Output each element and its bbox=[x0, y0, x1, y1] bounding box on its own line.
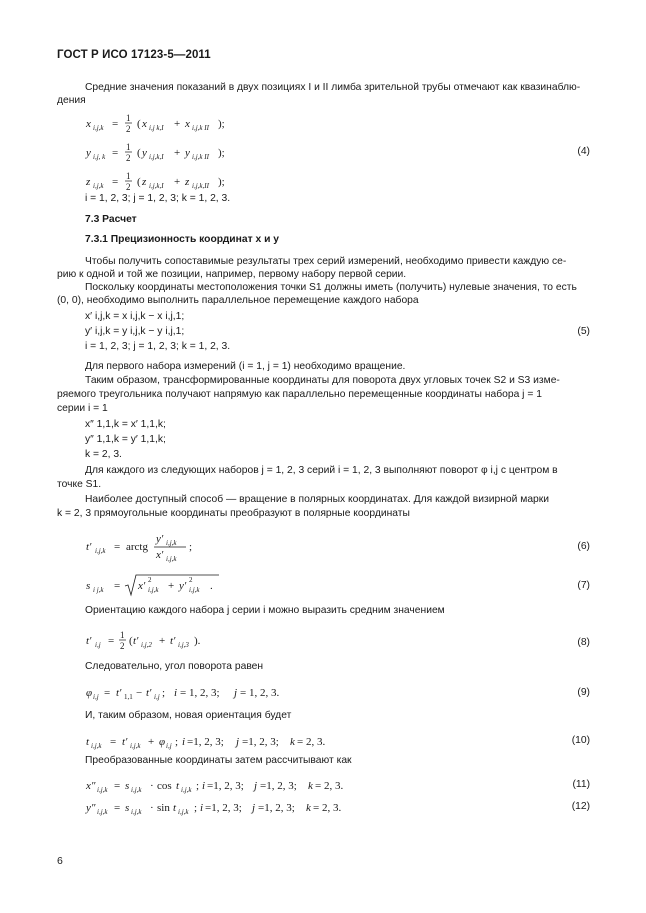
svg-text:2: 2 bbox=[126, 124, 131, 134]
svg-text:);: ); bbox=[218, 118, 225, 130]
paragraph-line: Для каждого из следующих наборов j = 1, 2, 3 серий i = 1, 2, 3 выполняют поворот φ i,j с центром в bbox=[85, 465, 558, 476]
svg-text:1,1: 1,1 bbox=[124, 693, 133, 701]
svg-text:i,j,k,II: i,j,k,II bbox=[192, 182, 209, 190]
svg-text:=: = bbox=[104, 687, 111, 699]
paragraph-line: Следовательно, угол поворота равен bbox=[85, 661, 264, 672]
svg-text:1: 1 bbox=[126, 113, 131, 123]
svg-text:+: + bbox=[174, 147, 181, 159]
svg-text:φ: φ bbox=[159, 736, 166, 748]
svg-text:2: 2 bbox=[148, 576, 152, 584]
svg-text:s: s bbox=[86, 580, 91, 592]
equation-line: i = 1, 2, 3; j = 1, 2, 3; k = 1, 2, 3. bbox=[85, 193, 231, 204]
svg-text:i,j: i,j bbox=[95, 641, 101, 649]
svg-text:2: 2 bbox=[126, 153, 131, 163]
section-heading-7-3: 7.3 Расчет bbox=[85, 214, 137, 225]
svg-text:=: = bbox=[114, 802, 121, 814]
svg-text:i,j,k: i,j,k bbox=[181, 786, 192, 794]
svg-text:=: = bbox=[112, 147, 119, 159]
paragraph-line: k = 2, 3 прямоугольные координаты преобразуют в полярные координаты bbox=[57, 508, 410, 519]
paragraph-line: Для первого набора измерений (i = 1, j = 1) необходимо вращение. bbox=[85, 361, 406, 372]
equation-12 bbox=[84, 796, 384, 820]
svg-text:i,j,k: i,j,k bbox=[97, 808, 108, 816]
svg-text:i,j: i,j bbox=[154, 693, 160, 701]
equation-line: i = 1, 2, 3; j = 1, 2, 3; k = 1, 2, 3. bbox=[85, 341, 231, 352]
svg-text:=1, 2, 3;: =1, 2, 3; bbox=[207, 780, 244, 792]
equation-line: y′ i,j,k = y i,j,k − y i,j,1; bbox=[85, 326, 185, 337]
equation-number: (5) bbox=[577, 326, 590, 337]
svg-text:=: = bbox=[110, 736, 117, 748]
svg-text:=1, 2, 3;: =1, 2, 3; bbox=[205, 802, 242, 814]
svg-text:=: = bbox=[114, 541, 121, 553]
svg-text:x: x bbox=[86, 118, 91, 130]
paragraph-line: Преобразованные координаты затем рассчитывают как bbox=[85, 755, 352, 766]
svg-text:y′: y′ bbox=[156, 533, 164, 545]
svg-text:t′: t′ bbox=[86, 635, 92, 647]
svg-text:y: y bbox=[142, 147, 147, 159]
svg-text:1: 1 bbox=[120, 630, 125, 640]
svg-text:+: + bbox=[174, 176, 181, 188]
svg-text:2: 2 bbox=[189, 576, 193, 584]
svg-text:=1, 2, 3;: =1, 2, 3; bbox=[260, 780, 297, 792]
svg-text:= 1, 2, 3;: = 1, 2, 3; bbox=[180, 687, 220, 699]
equation-number: (8) bbox=[577, 637, 590, 648]
svg-text:k: k bbox=[306, 802, 311, 814]
svg-text:−: − bbox=[136, 687, 143, 699]
svg-text:t′: t′ bbox=[122, 736, 128, 748]
svg-text:i,j,k II: i,j,k II bbox=[192, 153, 209, 161]
svg-text:i: i bbox=[200, 802, 204, 814]
svg-text:i,j,k: i,j,k bbox=[93, 182, 104, 190]
svg-text:t′: t′ bbox=[86, 541, 92, 553]
svg-text:x″: x″ bbox=[86, 780, 96, 792]
equation-number: (9) bbox=[577, 687, 590, 698]
svg-text:1: 1 bbox=[126, 142, 131, 152]
svg-text:;: ; bbox=[189, 541, 193, 553]
svg-text:i,j,k: i,j,k bbox=[91, 742, 102, 750]
svg-text:i,j,k: i,j,k bbox=[148, 586, 159, 594]
svg-text:cos: cos bbox=[157, 780, 172, 792]
equation-line: x″ 1,1,k = x′ 1,1,k; bbox=[85, 419, 166, 430]
equation-number: (7) bbox=[577, 580, 590, 591]
svg-text:i j,k: i j,k bbox=[93, 586, 104, 594]
svg-text:z: z bbox=[185, 176, 190, 188]
equation-11 bbox=[84, 774, 384, 798]
equation-8 bbox=[84, 626, 304, 656]
document-header: ГОСТ Р ИСО 17123-5—2011 bbox=[57, 49, 211, 61]
svg-text:t: t bbox=[176, 780, 180, 792]
svg-text:;: ; bbox=[196, 780, 200, 792]
svg-text:1: 1 bbox=[126, 171, 131, 181]
svg-text:i,j,k: i,j,k bbox=[166, 539, 177, 547]
svg-text:);: ); bbox=[218, 176, 225, 188]
svg-text:i,j,k,I: i,j,k,I bbox=[149, 182, 164, 190]
svg-text:i,j,k: i,j,k bbox=[97, 786, 108, 794]
paragraph-line: Ориентацию каждого набора j серии i можно выразить средним значением bbox=[85, 605, 445, 616]
svg-text:i,j,k: i,j,k bbox=[131, 808, 142, 816]
equation-number: (12) bbox=[571, 801, 590, 812]
equation-number: (10) bbox=[571, 735, 590, 746]
svg-text:i,j,3: i,j,3 bbox=[178, 641, 189, 649]
svg-text:t′: t′ bbox=[146, 687, 152, 699]
paragraph-line: точке S1. bbox=[57, 479, 102, 490]
paragraph-line: Чтобы получить сопоставимые результаты трех серий измерений, необходимо привести каждую се- bbox=[85, 256, 567, 267]
svg-text:i,j,k: i,j,k bbox=[178, 808, 189, 816]
svg-text:2: 2 bbox=[120, 641, 125, 651]
svg-text:x: x bbox=[142, 118, 147, 130]
svg-text:·: · bbox=[150, 780, 154, 792]
svg-text:y″: y″ bbox=[86, 802, 96, 814]
svg-text:=1, 2, 3;: =1, 2, 3; bbox=[242, 736, 279, 748]
svg-text:=: = bbox=[114, 780, 121, 792]
paragraph-line: И, таким образом, новая ориентация будет bbox=[85, 710, 292, 721]
svg-text:z: z bbox=[142, 176, 147, 188]
svg-text:y′: y′ bbox=[179, 580, 187, 592]
svg-text:=: = bbox=[114, 580, 121, 592]
equation-line: x′ i,j,k = x i,j,k − x i,j,1; bbox=[85, 311, 185, 322]
svg-text:+: + bbox=[168, 580, 175, 592]
svg-text:=1, 2, 3;: =1, 2, 3; bbox=[187, 736, 224, 748]
svg-text:=: = bbox=[112, 176, 119, 188]
svg-text:k: k bbox=[290, 736, 295, 748]
equation-number: (11) bbox=[572, 779, 590, 790]
svg-text:i,j: i,j bbox=[93, 693, 99, 701]
svg-text:x: x bbox=[185, 118, 190, 130]
paragraph-line: Наиболее доступный способ — вращение в полярных координатах. Для каждой визирной марки bbox=[85, 494, 550, 505]
svg-text:i: i bbox=[202, 780, 206, 792]
svg-text:i,j,k: i,j,k bbox=[93, 124, 104, 132]
svg-text:t′: t′ bbox=[116, 687, 122, 699]
equation-6 bbox=[84, 528, 304, 564]
svg-text:i,j,2: i,j,2 bbox=[141, 641, 152, 649]
svg-text:i,j,k: i,j,k bbox=[130, 742, 141, 750]
svg-text:t′: t′ bbox=[133, 635, 139, 647]
svg-text:k: k bbox=[308, 780, 313, 792]
paragraph-line: серии i = 1 bbox=[57, 403, 108, 414]
svg-text:t: t bbox=[173, 802, 177, 814]
svg-text:sin: sin bbox=[157, 802, 170, 814]
svg-text:;: ; bbox=[175, 736, 179, 748]
svg-text:x′: x′ bbox=[138, 580, 146, 592]
svg-text:2: 2 bbox=[126, 182, 131, 192]
svg-text:=: = bbox=[108, 635, 115, 647]
svg-text:s: s bbox=[125, 802, 130, 814]
svg-text:= 2, 3.: = 2, 3. bbox=[315, 780, 344, 792]
svg-text:t: t bbox=[86, 736, 90, 748]
svg-text:= 2, 3.: = 2, 3. bbox=[297, 736, 326, 748]
section-heading-7-3-1: 7.3.1 Прецизионность координат x и y bbox=[85, 234, 279, 245]
svg-text:j: j bbox=[234, 687, 238, 699]
svg-text:i,j,k II: i,j,k II bbox=[192, 124, 209, 132]
svg-text:i: i bbox=[182, 736, 186, 748]
svg-text:+: + bbox=[159, 635, 166, 647]
svg-text:·: · bbox=[150, 802, 154, 814]
paragraph-line: Таким образом, трансформированные координаты для поворота двух угловых точек S2 и S3 изме- bbox=[85, 375, 560, 386]
svg-text:z: z bbox=[86, 176, 91, 188]
svg-text:).: ). bbox=[194, 635, 201, 647]
svg-text:i,j k,I: i,j k,I bbox=[149, 124, 164, 132]
svg-text:i,j: i,j bbox=[166, 742, 172, 750]
svg-text:φ: φ bbox=[86, 687, 93, 699]
paragraph-line: дения bbox=[57, 95, 86, 106]
paragraph-line: Средние значения показаний в двух позициях I и II лимба зрительной трубы отмечают как квазинаблю- bbox=[85, 82, 581, 93]
svg-text:i,j,k,I: i,j,k,I bbox=[149, 153, 164, 161]
svg-text:j: j bbox=[254, 780, 258, 792]
paragraph-line: (0, 0), необходимо выполнить параллельное перемещение каждого набора bbox=[57, 295, 419, 306]
equation-7 bbox=[84, 571, 304, 601]
svg-text:y: y bbox=[185, 147, 190, 159]
svg-text:(: ( bbox=[137, 176, 141, 188]
svg-text:j: j bbox=[236, 736, 240, 748]
svg-text:arctg: arctg bbox=[126, 541, 148, 553]
page-number: 6 bbox=[57, 855, 63, 867]
svg-text:i,j,k: i,j,k bbox=[166, 555, 177, 563]
equation-10 bbox=[84, 730, 364, 754]
svg-text:j: j bbox=[252, 802, 256, 814]
svg-text:y: y bbox=[86, 147, 91, 159]
svg-text:i,j,k: i,j,k bbox=[131, 786, 142, 794]
svg-text:+: + bbox=[174, 118, 181, 130]
equation-line: k = 2, 3. bbox=[85, 449, 122, 460]
svg-text:i: i bbox=[174, 687, 178, 699]
paragraph-line: ряемого треугольника получают напрямую как параллельно перемещенные координаты набора j = 1 bbox=[57, 389, 542, 400]
svg-text:;: ; bbox=[162, 687, 166, 699]
svg-text:;: ; bbox=[194, 802, 198, 814]
svg-text:(: ( bbox=[137, 118, 141, 130]
svg-text:+: + bbox=[148, 736, 155, 748]
svg-text:i,j, k: i,j, k bbox=[93, 153, 106, 161]
svg-text:.: . bbox=[210, 580, 213, 592]
svg-text:s: s bbox=[125, 780, 130, 792]
svg-text:i,j,k: i,j,k bbox=[95, 547, 106, 555]
svg-text:(: ( bbox=[137, 147, 141, 159]
svg-text:(: ( bbox=[129, 635, 133, 647]
svg-text:t′: t′ bbox=[170, 635, 176, 647]
svg-text:=: = bbox=[112, 118, 119, 130]
svg-text:= 2, 3.: = 2, 3. bbox=[313, 802, 342, 814]
svg-text:=1, 2, 3;: =1, 2, 3; bbox=[258, 802, 295, 814]
paragraph-line: Поскольку координаты местоположения точки S1 должны иметь (получить) нулевые значения, то есть bbox=[85, 282, 577, 293]
svg-text:i,j,k: i,j,k bbox=[189, 586, 200, 594]
equation-number: (4) bbox=[577, 146, 590, 157]
svg-text:= 1, 2, 3.: = 1, 2, 3. bbox=[240, 687, 280, 699]
equation-number: (6) bbox=[577, 541, 590, 552]
equation-9 bbox=[84, 681, 344, 705]
svg-text:);: ); bbox=[218, 147, 225, 159]
svg-text:x′: x′ bbox=[156, 549, 164, 561]
equation-line: y″ 1,1,k = y′ 1,1,k; bbox=[85, 434, 166, 445]
paragraph-line: рию к одной и той же позиции, например, первому набору первой серии. bbox=[57, 269, 407, 280]
